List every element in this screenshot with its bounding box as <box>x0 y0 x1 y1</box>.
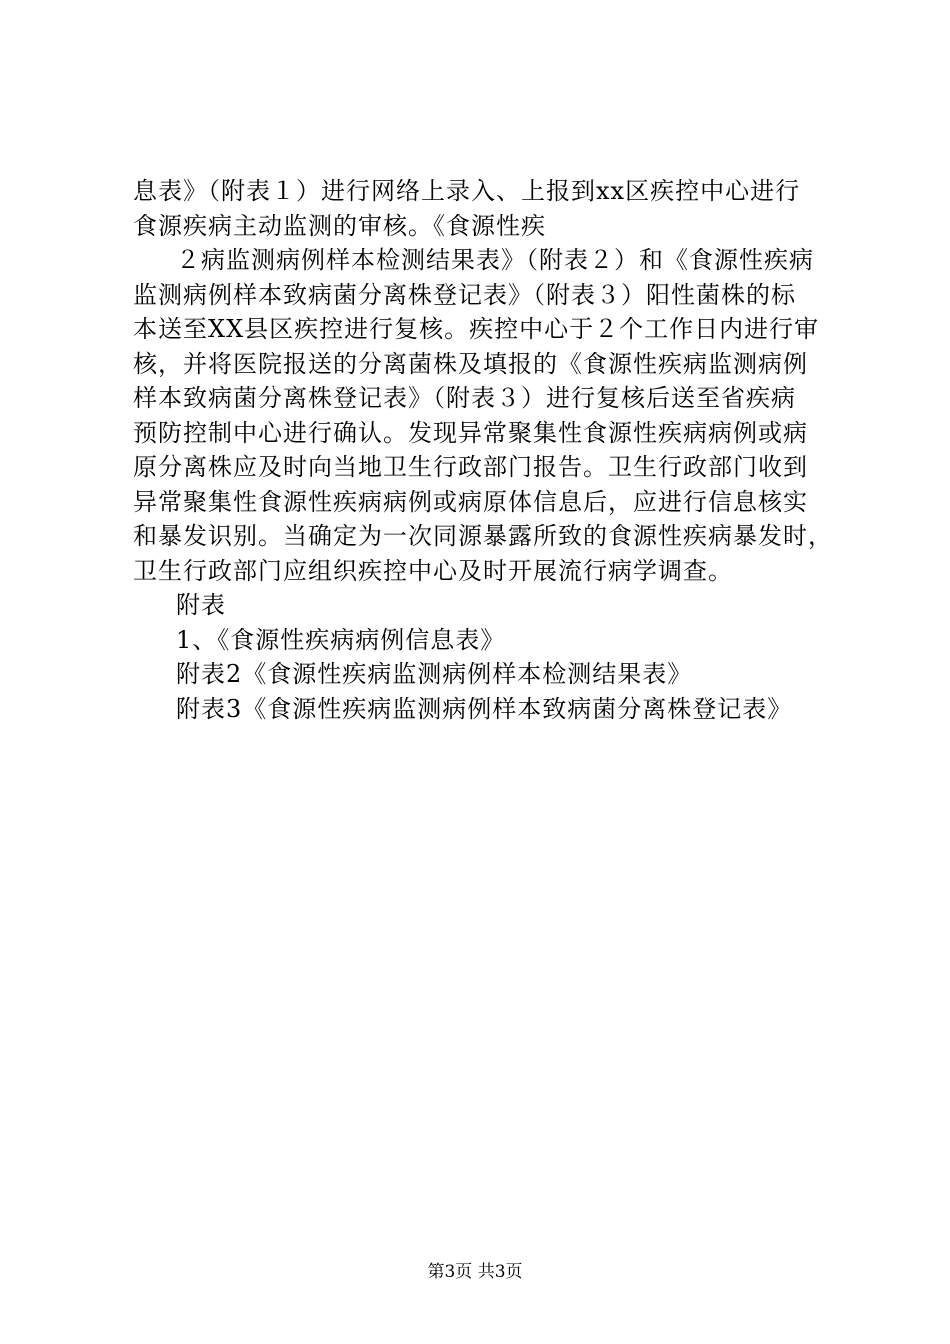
appendix-item: 1、《食源性疾病病例信息表》 <box>176 625 506 654</box>
paragraph-line: 原分离株应及时向当地卫生行政部门报告。卫生行政部门收到 <box>133 453 808 481</box>
paragraph-line: 息表》（附表１）进行网络上录入、上报到xx区疾控中心进行 <box>133 177 801 205</box>
paragraph-line: 和暴发识别。当确定为一次同源暴露所致的食源性疾病暴发时， <box>133 522 833 550</box>
page-number-footer: 第3页 共3页 <box>427 1262 523 1282</box>
paragraph-line: 监测病例样本致病菌分离株登记表》（附表３）阳性菌株的标 <box>133 280 796 309</box>
appendix-heading: 附表 <box>176 591 226 619</box>
paragraph-line: 异常聚集性食源性疾病病例或病原体信息后，应进行信息核实 <box>133 487 808 516</box>
paragraph-line: 核，并将医院报送的分离菌株及填报的《食源性疾病监测病例 <box>133 349 808 378</box>
appendix-item: 附表3《食源性疾病监测病例样本致病菌分离株登记表》 <box>176 694 793 723</box>
document-body <box>133 174 833 726</box>
paragraph-line: ２病监测病例样本检测结果表》（附表２）和《食源性疾病 <box>176 246 814 274</box>
appendix-item: 附表2《食源性疾病监测病例样本检测结果表》 <box>176 660 693 688</box>
paragraph-line: 样本致病菌分离株登记表》（附表３）进行复核后送至省疾病 <box>133 384 796 412</box>
paragraph-line: 卫生行政部门应组织疾控中心及时开展流行病学调查。 <box>133 556 733 585</box>
paragraph-line: 预防控制中心进行确认。发现异常聚集性食源性疾病病例或病 <box>133 418 808 447</box>
paragraph-line: 本送至XX县区疾控进行复核。疾控中心于２个工作日内进行审 <box>133 315 820 343</box>
paragraph-line: 食源疾病主动监测的审核。《食源性疾 <box>133 211 546 240</box>
